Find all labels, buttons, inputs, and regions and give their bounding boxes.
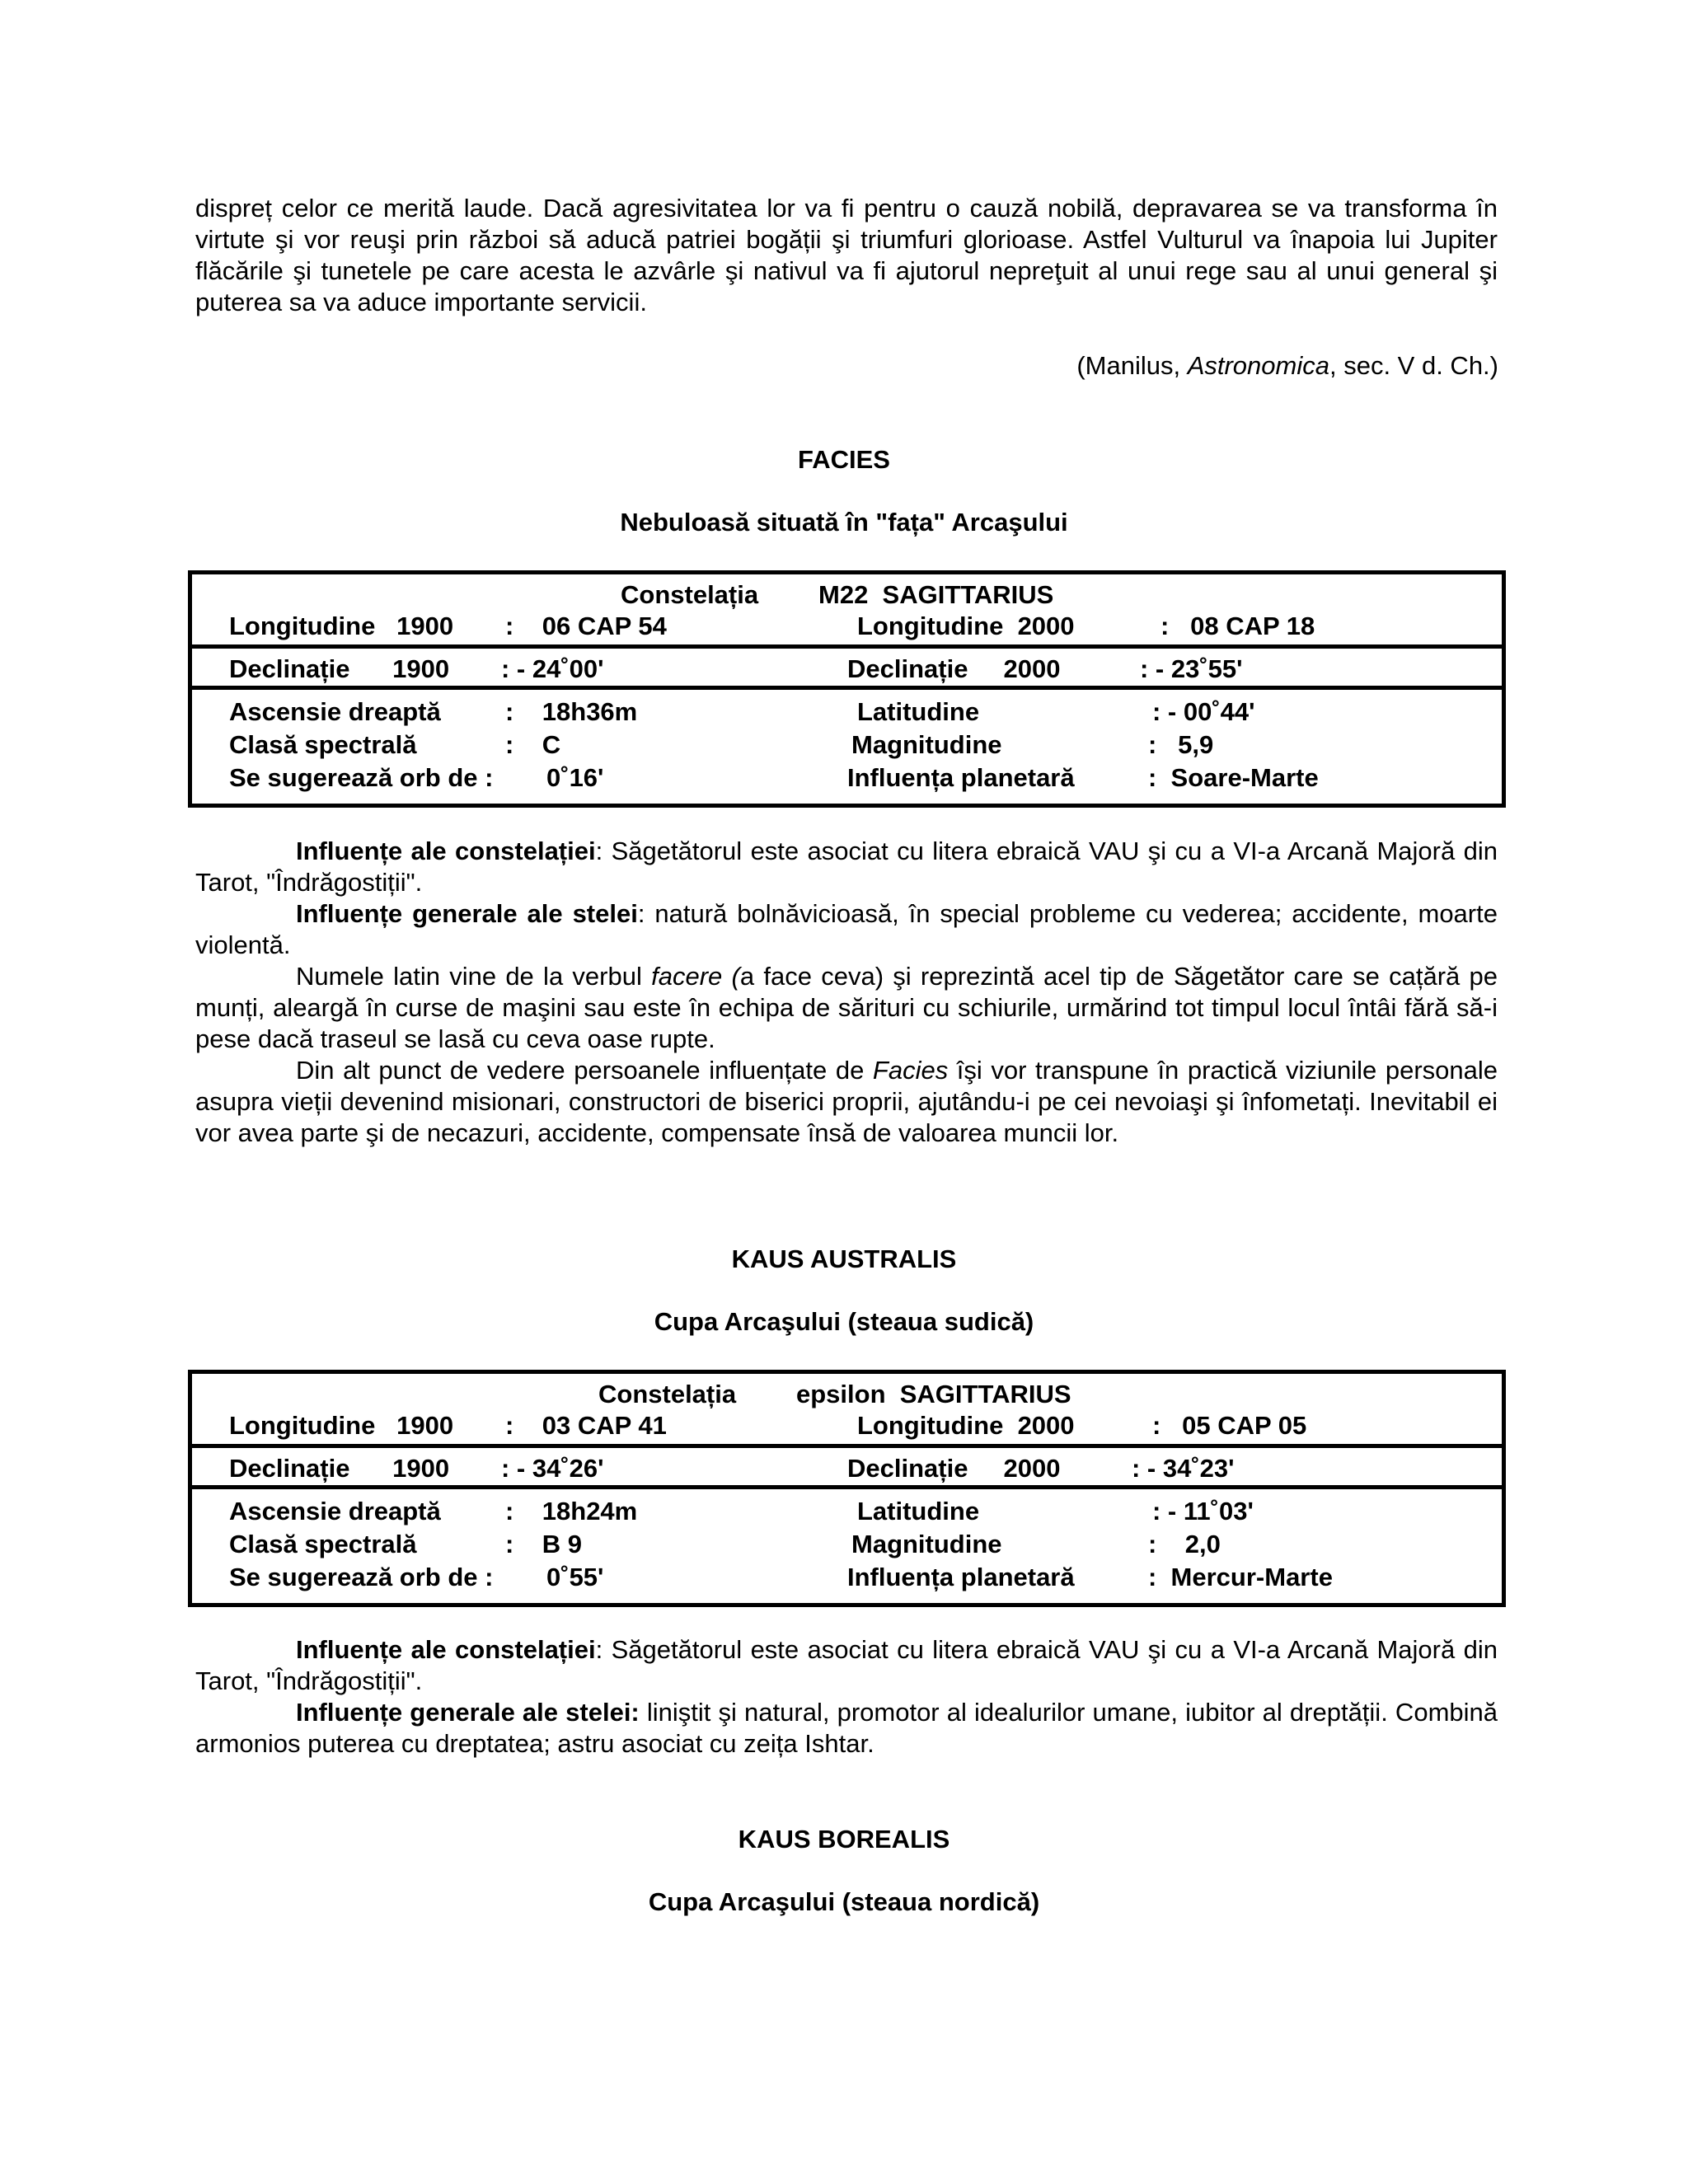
ka-p2-text: liniştit şi natural, promotor al idealurilor umane, iubitor al dreptății. Combină armonios puterea cu dreptatea; astru asociat cu zeița Ishtar. (195, 1698, 1498, 1758)
declination-2000-label: Declinație 2000 (847, 1454, 1061, 1483)
spectral-class-value: : B 9 (505, 1530, 583, 1558)
section-subtitle-kaus-australis: Cupa Arcaşului (steaua sudică) (654, 1307, 1034, 1336)
planetary-influence-label: Influența planetară (847, 1563, 1075, 1591)
facies-p1-text: : Săgetătorul este asociat cu litera ebraică VAU şi cu a VI-a Arcană Majoră din Tarot, "Îndrăgostiții". (195, 837, 1498, 897)
planetary-influence-value: : Mercur-Marte (1148, 1563, 1333, 1591)
facies-p4-italic: Facies (872, 1056, 949, 1085)
ka-p1-text: : Săgetătorul este asociat cu litera ebraică VAU şi cu a VI-a Arcană Majoră din Tarot, "Îndrăgostiții". (195, 1635, 1498, 1695)
latitude-label: Latitudine (857, 1497, 980, 1526)
declination-2000-value: : - 23˚55ʹ (1140, 654, 1243, 683)
orb-label: Se sugerează orb de : (229, 763, 494, 792)
spectral-class-value: : C (505, 730, 561, 759)
declination-2000-label: Declinație 2000 (847, 654, 1061, 683)
constellation-label: Constelația (598, 1380, 737, 1408)
intro-paragraph (195, 193, 1498, 318)
table-section-longitude (192, 574, 1502, 649)
facies-p2-heading: Influențe generale ale stelei (296, 899, 638, 928)
magnitude-label: Magnitudine (851, 730, 1002, 759)
table-section-longitude (192, 1374, 1502, 1448)
longitude-2000-label: Longitudine 2000 (857, 612, 1075, 640)
longitude-1900-label: Longitudine 1900 (229, 1411, 454, 1440)
table-section-properties (192, 690, 1502, 804)
facies-other-view (195, 1055, 1498, 1149)
right-ascension-value: : 18h24m (505, 1497, 638, 1526)
spectral-class-label: Clasă spectrală (229, 730, 417, 759)
facies-body (195, 836, 1498, 1149)
orb-value: 0˚16ʹ (546, 763, 604, 792)
right-ascension-label: Ascensie dreaptă (229, 697, 441, 726)
ka-p2-heading: Influențe generale ale stelei: (296, 1698, 640, 1727)
citation (1076, 350, 1498, 382)
ka-star-influence (195, 1697, 1498, 1760)
magnitude-value: : 5,9 (1148, 730, 1214, 759)
section-title-kaus-australis: KAUS AUSTRALIS (731, 1244, 957, 1273)
longitude-1900-value: : 03 CAP 41 (505, 1411, 667, 1440)
latitude-value: : - 11˚03ʹ (1152, 1497, 1254, 1526)
table-section-properties (192, 1489, 1502, 1603)
magnitude-label: Magnitudine (851, 1530, 1002, 1558)
longitude-1900-label: Longitudine 1900 (229, 612, 454, 640)
facies-name-origin (195, 961, 1498, 1055)
section-subtitle-facies: Nebuloasă situată în "fața" Arcaşului (620, 508, 1068, 537)
declination-1900-value: : - 34˚26ʹ (501, 1454, 604, 1483)
orb-value: 0˚55ʹ (546, 1563, 604, 1591)
star-data-table-kaus-australis (188, 1370, 1506, 1607)
declination-1900-value: : - 24˚00ʹ (501, 654, 604, 683)
facies-constellation-influence (195, 836, 1498, 898)
orb-label: Se sugerează orb de : (229, 1563, 494, 1591)
right-ascension-label: Ascensie dreaptă (229, 1497, 441, 1526)
facies-p3-pre: Numele latin vine de la verbul (296, 962, 652, 991)
spectral-class-label: Clasă spectrală (229, 1530, 417, 1558)
facies-p4-pre: Din alt punct de vedere persoanele influențate de (296, 1056, 873, 1085)
table-section-declination (192, 649, 1502, 690)
constellation-value: epsilon SAGITTARIUS (796, 1380, 1071, 1408)
ka-constellation-influence (195, 1634, 1498, 1697)
declination-2000-value: : - 34˚23ʹ (1132, 1454, 1235, 1483)
longitude-2000-value: : 08 CAP 18 (1160, 612, 1315, 640)
latitude-value: : - 00˚44ʹ (1152, 697, 1255, 726)
facies-p2-text: : natură bolnăvicioasă, în special probleme cu vederea; accidente, moarte violentă. (195, 899, 1498, 959)
citation-work: Astronomica (1187, 351, 1329, 380)
planetary-influence-value: : Soare-Marte (1148, 763, 1319, 792)
right-ascension-value: : 18h36m (505, 697, 638, 726)
declination-1900-label: Declinație 1900 (229, 1454, 450, 1483)
constellation-value: M22 SAGITTARIUS (818, 580, 1054, 609)
star-data-table-facies (188, 570, 1506, 808)
longitude-2000-label: Longitudine 2000 (857, 1411, 1075, 1440)
citation-date: , sec. V d. Ch.) (1329, 351, 1498, 380)
section-title-facies: FACIES (798, 445, 890, 474)
section-title-kaus-borealis: KAUS BOREALIS (738, 1825, 950, 1854)
kaus-australis-body (195, 1634, 1498, 1760)
constellation-label: Constelația (621, 580, 759, 609)
latitude-label: Latitudine (857, 697, 980, 726)
longitude-2000-value: : 05 CAP 05 (1152, 1411, 1307, 1440)
magnitude-value: : 2,0 (1148, 1530, 1221, 1558)
planetary-influence-label: Influența planetară (847, 763, 1075, 792)
facies-p4-post: îşi vor transpune în practică viziunile personale asupra vieții devenind misionari, constructori de biserici proprii, ajutându-i pe cei nevoiaşi şi înfometați. Inevitabil ei vor avea parte şi de necazuri, accidente, compensate însă de valoarea muncii lor. (195, 1056, 1498, 1147)
ka-p1-heading: Influențe ale constelației (296, 1635, 596, 1664)
facies-p3-post: a face ceva) şi reprezintă acel tip de Săgetător care se cațără pe munți, aleargă în curse de maşini sau este în echipa de sărituri cu schiurile, urmărind tot timpul locul întâi fără să-i pese dacă traseul se lasă cu ceva oase rupte. (195, 962, 1498, 1053)
citation-author: (Manilus, (1076, 351, 1188, 380)
longitude-1900-value: : 06 CAP 54 (505, 612, 667, 640)
intro-text: dispreț celor ce merită laude. Dacă agresivitatea lor va fi pentru o cauză nobilă, depravarea se va transforma în virtute şi vor reuşi prin război să aducă patriei bogății şi triumfuri glorioase. Astfel Vulturul va înapoia lui Jupiter flăcările şi tunetele pe care acesta le azvârle şi nativul va fi ajutorul nepreţuit al unui rege sau al unui general şi puterea sa va aduce importante servicii. (195, 194, 1498, 316)
facies-star-influence (195, 898, 1498, 961)
section-subtitle-kaus-borealis: Cupa Arcaşului (steaua nordică) (648, 1887, 1040, 1916)
table-section-declination (192, 1448, 1502, 1489)
facies-p3-italic: facere ( (651, 962, 740, 991)
facies-p1-heading: Influențe ale constelației (296, 837, 596, 865)
declination-1900-label: Declinație 1900 (229, 654, 450, 683)
